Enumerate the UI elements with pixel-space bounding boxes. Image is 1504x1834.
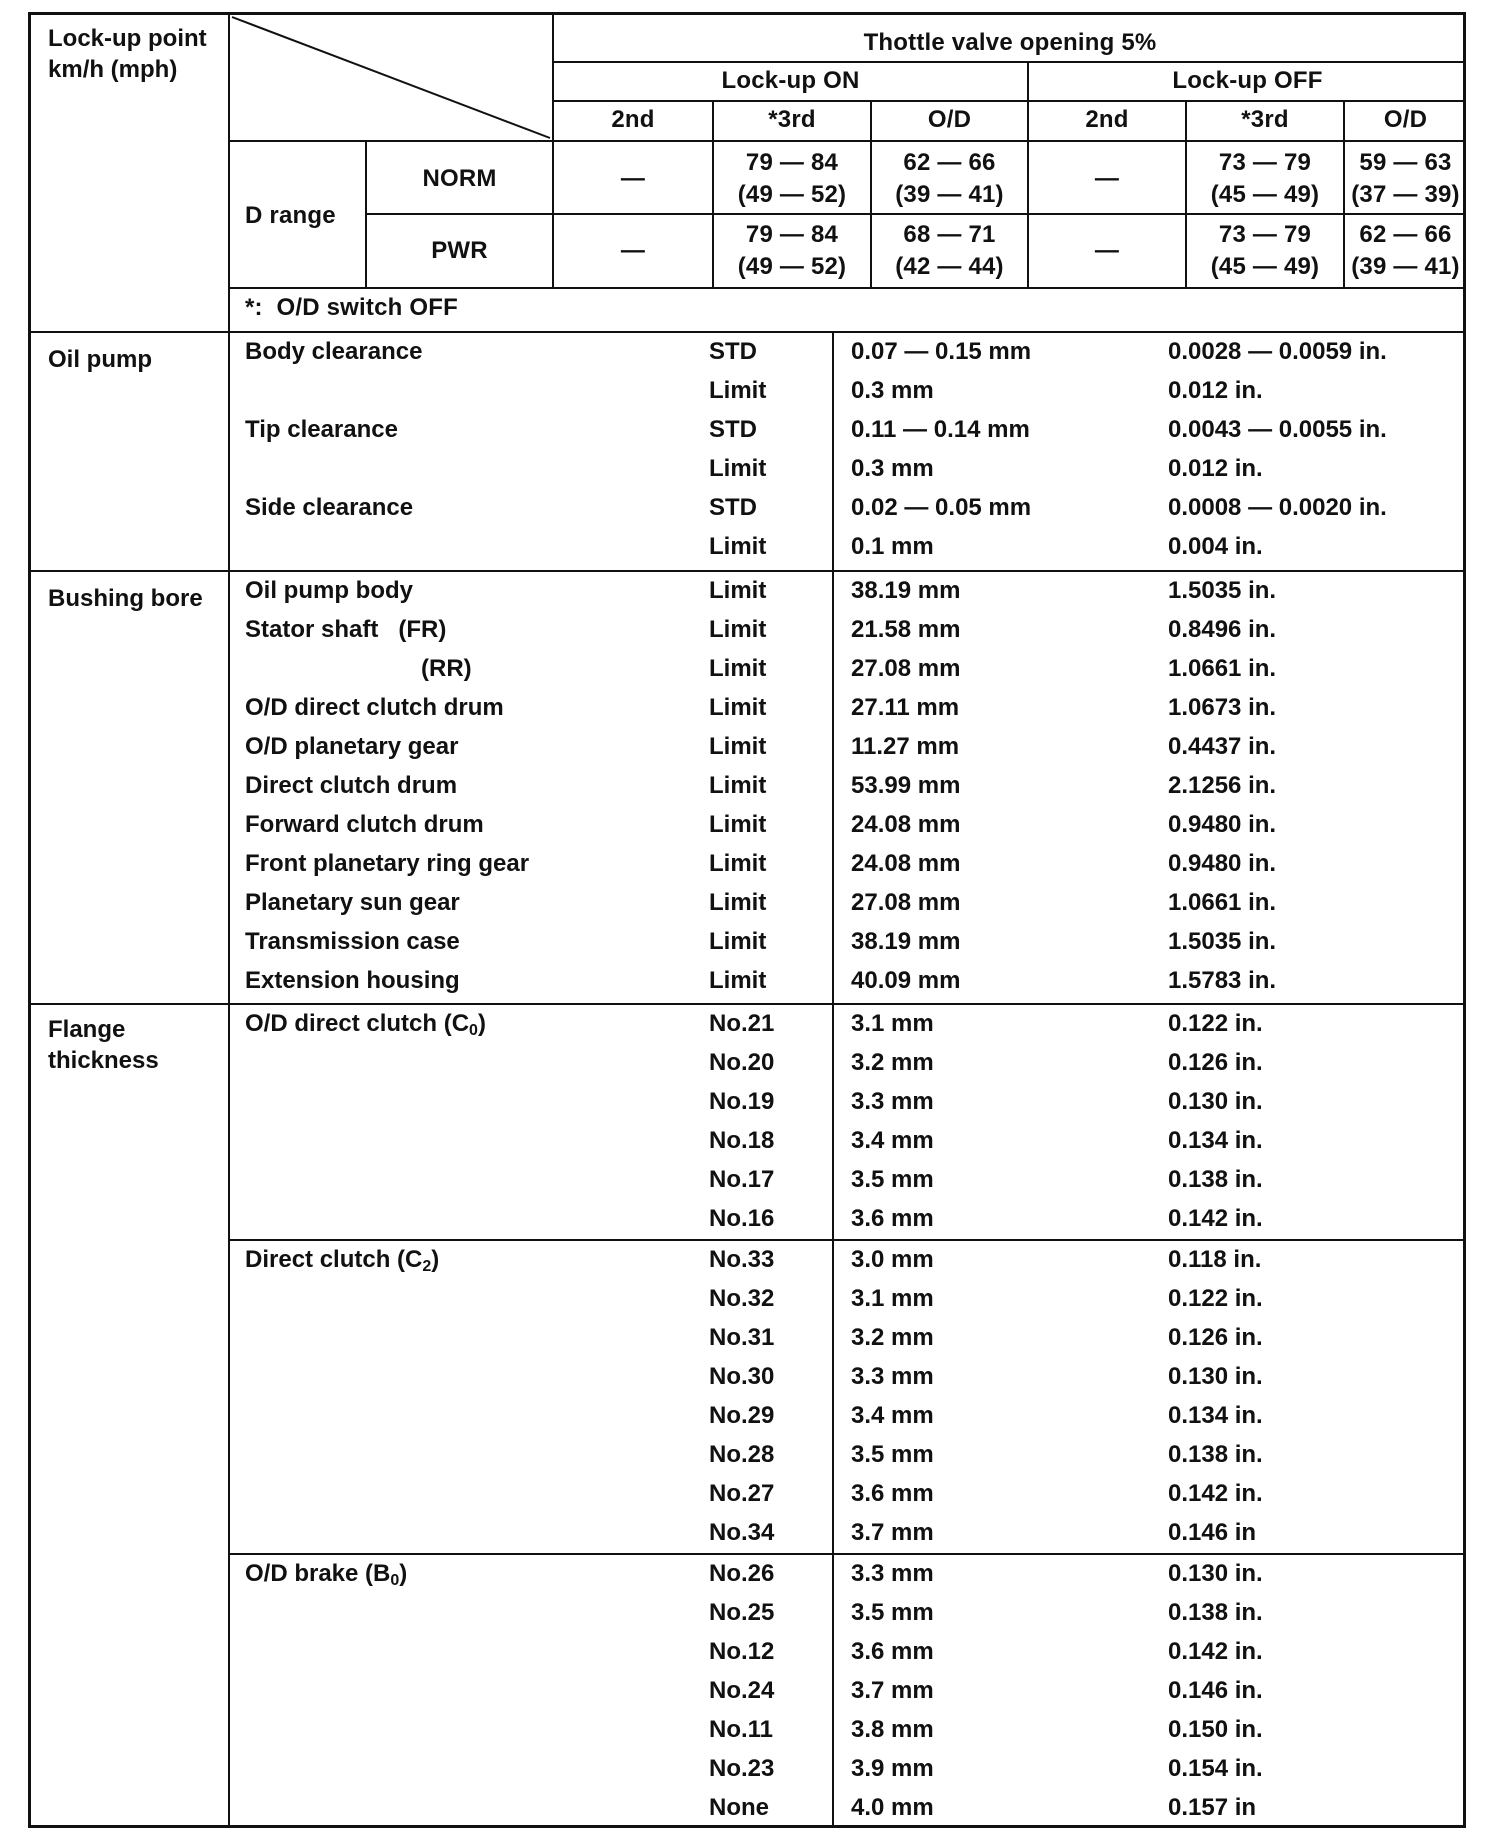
spec-type: Limit <box>709 928 767 955</box>
spec-row <box>31 1711 1466 1750</box>
spec-row <box>31 528 1466 567</box>
metric-value: 3.7 mm <box>851 1519 934 1546</box>
spec-row <box>31 572 1466 611</box>
item-name: Direct clutch drum <box>245 772 458 799</box>
metric-value: 3.5 mm <box>851 1599 934 1626</box>
spec-type: Limit <box>709 616 767 643</box>
metric-value: 24.08 mm <box>851 811 961 838</box>
item-name: O/D planetary gear <box>245 733 459 760</box>
part-number: None <box>709 1794 769 1821</box>
spec-row <box>31 650 1466 689</box>
imperial-value: 1.0673 in. <box>1168 694 1277 721</box>
metric-value: 0.02 — 0.05 mm <box>851 494 1032 521</box>
norm-od-off: 59 — 63 <box>1359 149 1452 176</box>
pwr-od-on-mph: (42 — 44) <box>895 253 1004 280</box>
gear-header: *3rd <box>768 106 816 133</box>
section-label-oil-pump: Oil pump <box>48 346 152 373</box>
lockup-on-header: Lock-up ON <box>721 67 860 94</box>
item-name: Stator shaft (FR) <box>245 616 447 643</box>
imperial-value: 0.138 in. <box>1168 1599 1263 1626</box>
gear-header: O/D <box>1383 106 1428 133</box>
imperial-value: 0.122 in. <box>1168 1010 1263 1037</box>
imperial-value: 0.118 in. <box>1168 1246 1262 1273</box>
gear-header: O/D <box>927 106 972 133</box>
spec-row <box>31 806 1466 845</box>
spec-row <box>31 884 1466 923</box>
metric-value: 3.4 mm <box>851 1127 934 1154</box>
oil-pump-section <box>31 333 1466 570</box>
spec-row <box>31 1200 1466 1239</box>
imperial-value: 0.138 in. <box>1168 1441 1263 1468</box>
imperial-value: 0.142 in. <box>1168 1638 1263 1665</box>
section-label-bushing-bore: Bushing bore <box>48 585 203 612</box>
metric-value: 27.11 mm <box>851 694 960 721</box>
part-number: No.32 <box>709 1285 775 1312</box>
imperial-value: 0.130 in. <box>1168 1088 1263 1115</box>
spec-row <box>31 1280 1466 1319</box>
part-number: No.11 <box>709 1716 774 1743</box>
metric-value: 3.8 mm <box>851 1716 934 1743</box>
imperial-value: 0.8496 in. <box>1168 616 1277 643</box>
item-name: Tip clearance <box>245 416 398 443</box>
metric-value: 27.08 mm <box>851 655 961 682</box>
item-name: Transmission case <box>245 928 460 955</box>
spec-row <box>31 1514 1466 1553</box>
spec-row <box>31 1161 1466 1200</box>
part-number: No.24 <box>709 1677 775 1704</box>
spec-row <box>31 489 1466 528</box>
norm-2nd-on: — <box>620 165 646 192</box>
spec-row <box>31 611 1466 650</box>
part-number: No.20 <box>709 1049 775 1076</box>
pwr-3rd-off-mph: (45 — 49) <box>1210 253 1320 280</box>
imperial-value: 1.5035 in. <box>1168 577 1277 604</box>
imperial-value: 0.126 in. <box>1168 1049 1263 1076</box>
spec-type: Limit <box>709 889 767 916</box>
grid-line <box>554 61 1466 63</box>
metric-value: 3.6 mm <box>851 1638 934 1665</box>
mode-pwr: PWR <box>431 237 488 264</box>
spec-type: Limit <box>709 377 767 404</box>
metric-value: 3.1 mm <box>851 1285 934 1312</box>
metric-value: 3.6 mm <box>851 1205 934 1232</box>
diagonal-header-line <box>230 15 552 140</box>
imperial-value: 0.122 in. <box>1168 1285 1263 1312</box>
part-number: No.34 <box>709 1519 775 1546</box>
item-name: Body clearance <box>245 338 423 365</box>
pwr-2nd-off: — <box>1094 237 1120 264</box>
spec-row <box>31 1358 1466 1397</box>
spec-row <box>31 1475 1466 1514</box>
imperial-value: 0.4437 in. <box>1168 733 1277 760</box>
spec-row <box>31 1241 1466 1280</box>
spec-row <box>31 1789 1466 1828</box>
spec-row <box>31 372 1466 411</box>
part-number: No.30 <box>709 1363 775 1390</box>
spec-row <box>31 923 1466 962</box>
metric-value: 0.1 mm <box>851 533 934 560</box>
part-number: No.18 <box>709 1127 775 1154</box>
imperial-value: 1.0661 in. <box>1168 655 1277 682</box>
spec-type: Limit <box>709 811 767 838</box>
spec-row <box>31 1555 1466 1594</box>
item-name: Planetary sun gear <box>245 889 460 916</box>
spec-row <box>31 1005 1466 1044</box>
metric-value: 3.3 mm <box>851 1560 934 1587</box>
part-number: No.25 <box>709 1599 775 1626</box>
metric-value: 3.1 mm <box>851 1010 934 1037</box>
imperial-value: 0.9480 in. <box>1168 811 1277 838</box>
lockup-off-header: Lock-up OFF <box>1172 67 1323 94</box>
footnote: *: O/D switch OFF <box>245 294 458 321</box>
imperial-value: 0.157 in <box>1168 1794 1257 1821</box>
imperial-value: 0.126 in. <box>1168 1324 1263 1351</box>
metric-value: 3.2 mm <box>851 1324 934 1351</box>
metric-value: 27.08 mm <box>851 889 961 916</box>
imperial-value: 2.1256 in. <box>1168 772 1277 799</box>
spec-row <box>31 1397 1466 1436</box>
part-number: No.12 <box>709 1638 775 1665</box>
group-name: O/D direct clutch $(C_0)$ <box>245 1010 486 1039</box>
norm-3rd-on: 79 — 84 <box>745 149 839 176</box>
metric-value: 38.19 mm <box>851 577 961 604</box>
norm-3rd-off-mph: (45 — 49) <box>1210 181 1320 208</box>
spec-row <box>31 962 1466 1001</box>
metric-value: 3.6 mm <box>851 1480 934 1507</box>
spec-row <box>31 1436 1466 1475</box>
metric-value: 3.3 mm <box>851 1363 934 1390</box>
pwr-od-off-mph: (39 — 41) <box>1351 253 1460 280</box>
pwr-3rd-off: 73 — 79 <box>1218 221 1312 248</box>
pwr-od-off: 62 — 66 <box>1359 221 1452 248</box>
spec-type: Limit <box>709 733 767 760</box>
imperial-value: 0.130 in. <box>1168 1560 1263 1587</box>
metric-value: 3.7 mm <box>851 1677 934 1704</box>
spec-type: Limit <box>709 850 767 877</box>
spec-type: Limit <box>709 533 767 560</box>
imperial-value: 0.134 in. <box>1168 1127 1263 1154</box>
grid-line <box>367 213 1466 215</box>
imperial-value: 0.138 in. <box>1168 1166 1263 1193</box>
group-name: Direct clutch $(C_2)$ <box>245 1246 440 1275</box>
norm-3rd-off: 73 — 79 <box>1218 149 1312 176</box>
norm-od-off-mph: (37 — 39) <box>1351 181 1460 208</box>
lockup-label: Lock-up point km/h (mph) <box>48 25 207 83</box>
spec-row <box>31 689 1466 728</box>
part-number: No.21 <box>709 1010 775 1037</box>
metric-value: 3.5 mm <box>851 1441 934 1468</box>
metric-value: 11.27 mm <box>851 733 960 760</box>
grid-line <box>230 140 1466 142</box>
metric-value: 0.3 mm <box>851 377 934 404</box>
spec-type: Limit <box>709 967 767 994</box>
spec-type: Limit <box>709 694 767 721</box>
group-name: O/D brake $(B_0)$ <box>245 1560 408 1589</box>
part-number: No.28 <box>709 1441 775 1468</box>
part-number: No.26 <box>709 1560 775 1587</box>
spec-table <box>28 12 1466 1828</box>
metric-value: 53.99 mm <box>851 772 961 799</box>
imperial-value: 0.0028 — 0.0059 in. <box>1168 338 1387 365</box>
throttle-header: Thottle valve opening 5% <box>863 29 1157 56</box>
imperial-value: 1.5783 in. <box>1168 967 1277 994</box>
metric-value: 3.2 mm <box>851 1049 934 1076</box>
imperial-value: 0.130 in. <box>1168 1363 1263 1390</box>
part-number: No.33 <box>709 1246 775 1273</box>
metric-value: 21.58 mm <box>851 616 961 643</box>
spec-type: STD <box>709 494 757 521</box>
spec-type: STD <box>709 416 757 443</box>
spec-row <box>31 1044 1466 1083</box>
spec-row <box>31 1633 1466 1672</box>
spec-row <box>31 845 1466 884</box>
item-name: Extension housing <box>245 967 460 994</box>
item-name: Front planetary ring gear <box>245 850 530 877</box>
metric-value: 0.3 mm <box>851 455 934 482</box>
item-name: (RR) <box>421 655 472 682</box>
spec-row <box>31 767 1466 806</box>
spec-type: Limit <box>709 577 767 604</box>
norm-od-on-mph: (39 — 41) <box>895 181 1004 208</box>
norm-2nd-off: — <box>1094 165 1120 192</box>
imperial-value: 0.0008 — 0.0020 in. <box>1168 494 1387 521</box>
item-name: O/D direct clutch drum <box>245 694 504 721</box>
part-number: No.23 <box>709 1755 775 1782</box>
spec-row <box>31 1319 1466 1358</box>
mode-norm: NORM <box>422 165 497 192</box>
spec-row <box>31 1083 1466 1122</box>
gear-header: *3rd <box>1241 106 1289 133</box>
imperial-value: 0.154 in. <box>1168 1755 1263 1782</box>
pwr-3rd-on-mph: (49 — 52) <box>737 253 847 280</box>
part-number: No.19 <box>709 1088 775 1115</box>
metric-value: 3.4 mm <box>851 1402 934 1429</box>
imperial-value: 1.5035 in. <box>1168 928 1277 955</box>
d-range-label: D range <box>245 202 336 229</box>
metric-value: 4.0 mm <box>851 1794 934 1821</box>
norm-od-on: 62 — 66 <box>903 149 996 176</box>
spec-row <box>31 1594 1466 1633</box>
metric-value: 38.19 mm <box>851 928 961 955</box>
spec-row <box>31 1122 1466 1161</box>
part-number: No.29 <box>709 1402 775 1429</box>
pwr-od-on: 68 — 71 <box>903 221 996 248</box>
grid-line <box>230 287 1466 289</box>
imperial-value: 0.146 in. <box>1168 1677 1263 1704</box>
spec-type: Limit <box>709 772 767 799</box>
imperial-value: 0.012 in. <box>1168 455 1263 482</box>
metric-value: 3.3 mm <box>851 1088 934 1115</box>
spec-row <box>31 333 1466 372</box>
part-number: No.27 <box>709 1480 775 1507</box>
norm-3rd-on-mph: (49 — 52) <box>737 181 847 208</box>
item-name: Oil pump body <box>245 577 413 604</box>
grid-line <box>554 100 1466 102</box>
spec-row <box>31 411 1466 450</box>
part-number: No.31 <box>709 1324 775 1351</box>
gear-header: 2nd <box>611 106 655 133</box>
metric-value: 24.08 mm <box>851 850 961 877</box>
imperial-value: 0.004 in. <box>1168 533 1263 560</box>
group-od-direct-clutch <box>31 1005 1466 1239</box>
section-label-flange-thickness: Flange thickness <box>48 1016 159 1074</box>
imperial-value: 0.134 in. <box>1168 1402 1263 1429</box>
group-od-brake <box>31 1555 1466 1828</box>
spec-row <box>31 1672 1466 1711</box>
imperial-value: 0.142 in. <box>1168 1205 1263 1232</box>
imperial-value: 0.150 in. <box>1168 1716 1263 1743</box>
item-name: Forward clutch drum <box>245 811 484 838</box>
imperial-value: 0.9480 in. <box>1168 850 1277 877</box>
part-number: No.16 <box>709 1205 775 1232</box>
gear-header: 2nd <box>1085 106 1129 133</box>
imperial-value: 0.146 in <box>1168 1519 1257 1546</box>
imperial-value: 0.012 in. <box>1168 377 1263 404</box>
spec-row <box>31 450 1466 489</box>
group-direct-clutch <box>31 1241 1466 1553</box>
spec-type: Limit <box>709 455 767 482</box>
metric-value: 0.11 — 0.14 mm <box>851 416 1030 443</box>
spec-row <box>31 1750 1466 1789</box>
imperial-value: 0.0043 — 0.0055 in. <box>1168 416 1387 443</box>
metric-value: 3.0 mm <box>851 1246 934 1273</box>
imperial-value: 1.0661 in. <box>1168 889 1277 916</box>
spec-row <box>31 728 1466 767</box>
metric-value: 3.9 mm <box>851 1755 934 1782</box>
bushing-bore-section <box>31 572 1466 1003</box>
part-number: No.17 <box>709 1166 775 1193</box>
metric-value: 0.07 — 0.15 mm <box>851 338 1032 365</box>
spec-type: STD <box>709 338 757 365</box>
metric-value: 40.09 mm <box>851 967 961 994</box>
pwr-2nd-on: — <box>620 237 646 264</box>
item-name: Side clearance <box>245 494 414 521</box>
spec-type: Limit <box>709 655 767 682</box>
imperial-value: 0.142 in. <box>1168 1480 1263 1507</box>
pwr-3rd-on: 79 — 84 <box>745 221 839 248</box>
metric-value: 3.5 mm <box>851 1166 934 1193</box>
